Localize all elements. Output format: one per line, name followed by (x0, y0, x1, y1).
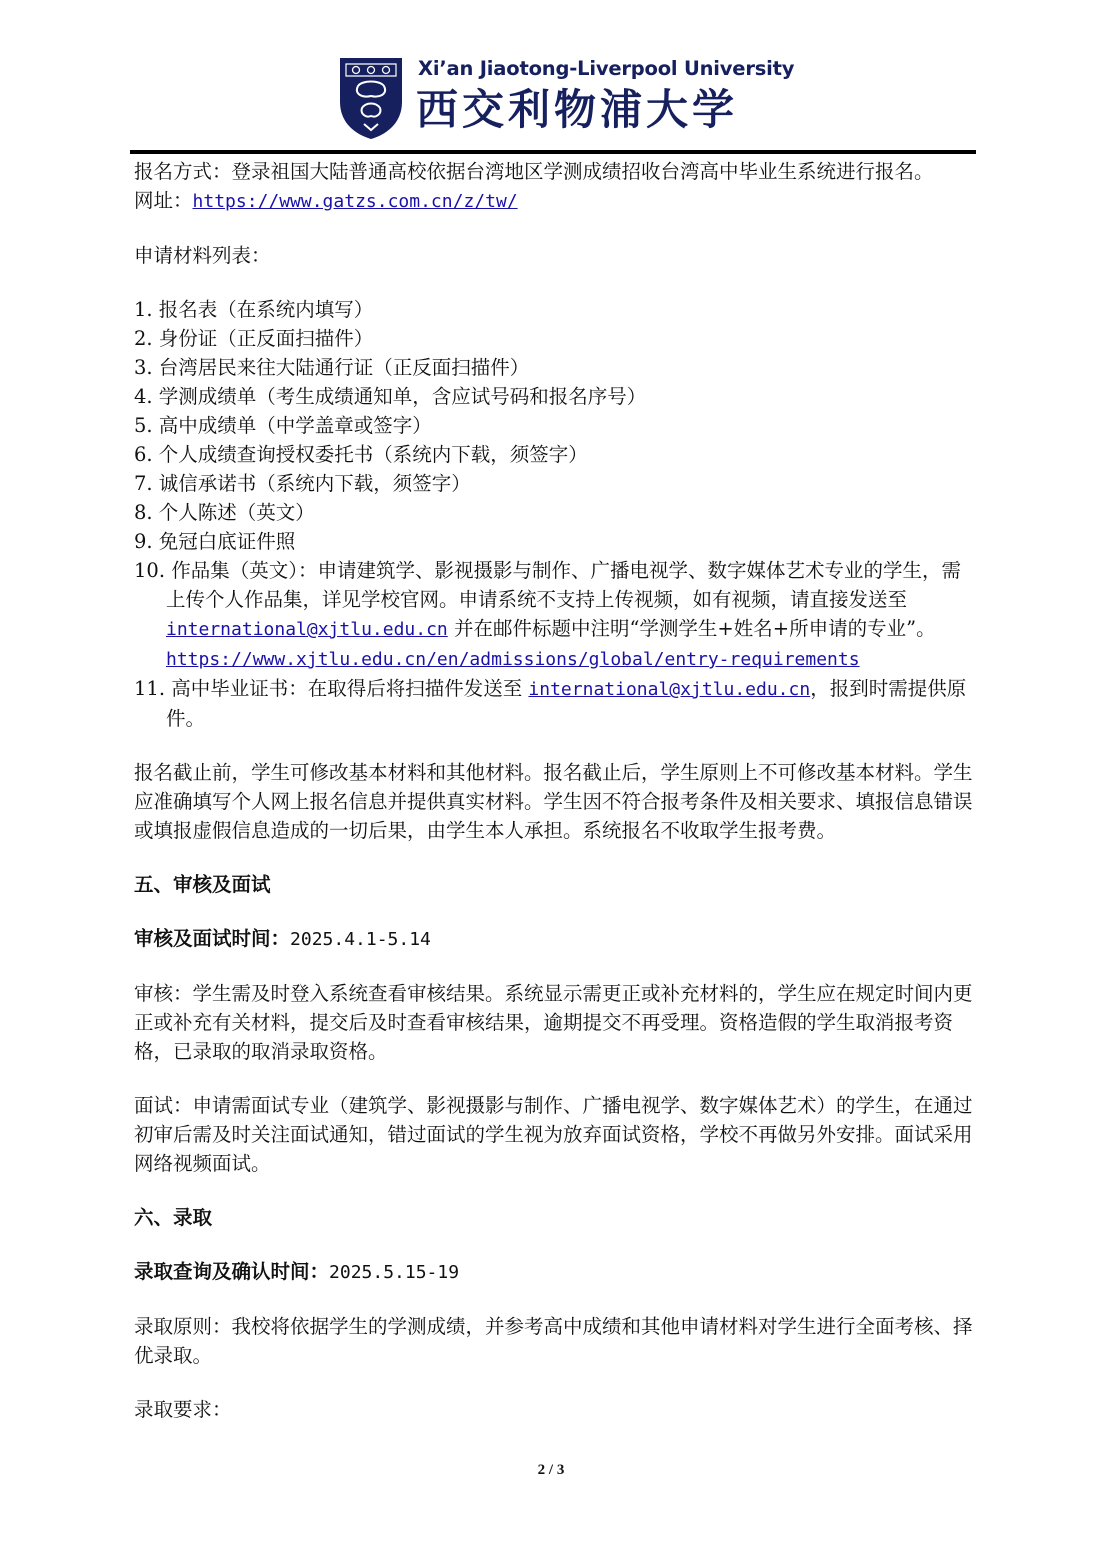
diploma-email-link[interactable]: international@xjtlu.edu.cn (528, 679, 811, 700)
university-name-chinese: 西交利物浦大学 (416, 85, 739, 134)
list-item-portfolio (134, 556, 976, 674)
list-item-diploma (134, 674, 976, 733)
review-time-label: 审核及面试时间： (134, 927, 291, 950)
header-divider (130, 150, 976, 154)
admit-requirements: 录取要求： (134, 1398, 232, 1421)
admit-time-line (134, 1257, 976, 1287)
diploma-text: 11. 高中毕业证书：在取得后将扫描件发送至 (134, 677, 529, 700)
list-item: 9. 免冠白底证件照 (134, 530, 296, 553)
list-item: 7. 诚信承诺书（系统内下载，须签字） (134, 472, 471, 495)
review-time-line (134, 924, 976, 954)
list-item: 1. 报名表（在系统内填写） (134, 298, 374, 321)
website-line (134, 186, 976, 216)
review-time-value: 2025.4.1-5.14 (290, 929, 431, 950)
list-item: 3. 台湾居民来往大陆通行证（正反面扫描件） (134, 356, 530, 379)
university-crest-icon (338, 56, 404, 140)
portfolio-text-cont: 并在邮件标题中注明“学测学生+姓名+所申请的专业”。 (447, 617, 936, 640)
admit-principle: 录取原则：我校将依据学生的学测成绩，并参考高中成绩和其他申请材料对学生进行全面考核、择优录取。 (134, 1315, 973, 1367)
list-item: 8. 个人陈述（英文） (134, 501, 315, 524)
university-name-english: Xi’an Jiaotong-Liverpool University (418, 57, 795, 80)
list-item: 4. 学测成绩单（考生成绩通知单，含应试号码和报名序号） (134, 385, 647, 408)
page-number: 2 / 3 (537, 1462, 565, 1478)
diploma-text-cont: ，报到时需提供原件。 (166, 677, 967, 730)
deadline-note: 报名截止前，学生可修改基本材料和其他材料。报名截止后，学生原则上不可修改基本材料。学生应准确填写个人网上报名信息并提供真实材料。学生因不符合报考条件及相关要求、填报信息错误或填报虚假信息造成的一切后果，由学生本人承担。系统报名不收取学生报考费。 (134, 761, 973, 842)
section-6-title: 六、录取 (134, 1206, 213, 1229)
materials-list (134, 295, 976, 733)
portfolio-email-link[interactable]: international@xjtlu.edu.cn (166, 619, 448, 640)
list-item: 6. 个人成绩查询授权委托书（系统内下载，须签字） (134, 443, 588, 466)
admit-time-value: 2025.5.15-19 (329, 1262, 460, 1283)
entry-requirements-link[interactable]: https://www.xjtlu.edu.cn/en/admissions/global/entry-requirements (166, 649, 860, 670)
apply-method: 报名方式：登录祖国大陆普通高校依据台湾地区学测成绩招收台湾高中毕业生系统进行报名。 (134, 160, 934, 183)
list-item: 2. 身份证（正反面扫描件） (134, 327, 374, 350)
website-label: 网址： (134, 189, 193, 212)
interview-text: 面试：申请需面试专业（建筑学、影视摄影与制作、广播电视学、数字媒体艺术）的学生，在通过初审后需及时关注面试通知，错过面试的学生视为放弃面试资格，学校不再做另外安排。面试采用网络视频面试。 (134, 1094, 973, 1175)
review-text: 审核：学生需及时登入系统查看审核结果。系统显示需更正或补充材料的，学生应在规定时间内更正或补充有关材料，提交后及时查看审核结果，逾期提交不再受理。资格造假的学生取消报考资格，已录取的取消录取资格。 (134, 982, 973, 1063)
list-item: 5. 高中成绩单（中学盖章或签字） (134, 414, 432, 437)
admit-time-label: 录取查询及确认时间： (134, 1260, 330, 1283)
portfolio-text: 10. 作品集（英文）：申请建筑学、影视摄影与制作、广播电视学、数字媒体艺术专业的学生，需上传个人作品集，详见学校官网。申请系统不支持上传视频，如有视频，请直接发送至 (134, 559, 961, 611)
document-header (0, 0, 1102, 158)
website-link[interactable]: https://www.gatzs.com.cn/z/tw/ (192, 191, 518, 212)
materials-heading: 申请材料列表： (134, 244, 271, 267)
document-body (134, 157, 976, 1424)
section-5-title: 五、审核及面试 (134, 873, 271, 896)
